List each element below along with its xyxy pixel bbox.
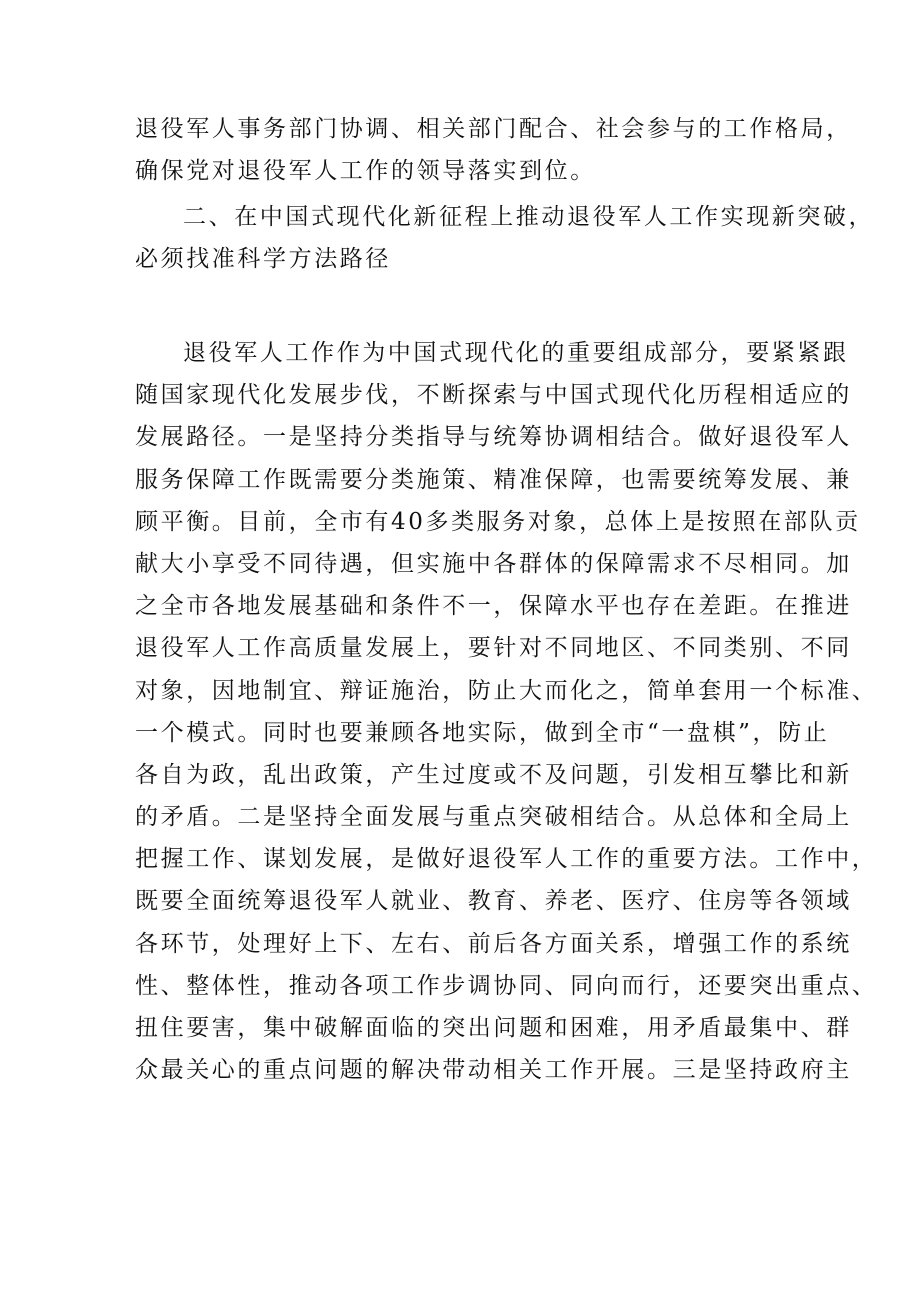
text-line: 献大小享受不同待遇，但实施中各群体的保障需求不尽相同。加 bbox=[135, 550, 852, 577]
text-line: 服务保障工作既需要分类施策、精准保障，也需要统筹发展、兼 bbox=[135, 466, 852, 493]
text-line: 退役军人工作高质量发展上，要针对不同地区、不同类别、不同 bbox=[135, 635, 852, 662]
text-line: 的矛盾。二是坚持全面发展与重点突破相结合。从总体和全局上 bbox=[135, 804, 852, 831]
section-heading bbox=[135, 196, 875, 280]
text-line: 既要全面统筹退役军人就业、教育、养老、医疗、住房等各领域 bbox=[135, 888, 852, 915]
text-line: 退役军人工作作为中国式现代化的重要组成部分，要紧紧跟 bbox=[183, 340, 849, 366]
paragraph-main bbox=[135, 332, 878, 1091]
text-line: 扭住要害，集中破解面临的突出问题和困难，用矛盾最集中、群 bbox=[135, 1015, 852, 1041]
heading-line: 二、在中国式现代化新征程上推动退役军人工作实现新突破， bbox=[183, 204, 875, 230]
text-line: 发展路径。一是坚持分类指导与统筹协调相结合。做好退役军人 bbox=[135, 424, 852, 451]
text-line: 各环节，处理好上下、左右、前后各方面关系，增强工作的系统 bbox=[135, 930, 852, 957]
text-line: 性、整体性，推动各项工作步调协同、同向而行，还要突出重点、 bbox=[135, 972, 878, 999]
text-line: 退役军人事务部门协调、相关部门配合、社会参与的工作格局， bbox=[135, 116, 852, 142]
text-line: 各自为政，乱出政策，产生过度或不及问题，引发相互攀比和新 bbox=[135, 761, 852, 788]
text-line: 一个模式。同时也要兼顾各地实际，做到全市“一盘棋”，防止 bbox=[135, 719, 830, 746]
text-line: 顾平衡。目前，全市有40多类服务对象，总体上是按照在部队贡 bbox=[135, 508, 861, 535]
text-line: 众最关心的重点问题的解决带动相关工作开展。三是坚持政府主 bbox=[135, 1057, 852, 1084]
paragraph-top bbox=[135, 108, 852, 192]
text-line: 随国家现代化发展步伐，不断探索与中国式现代化历程相适应的 bbox=[135, 382, 852, 409]
text-line: 把握工作、谋划发展，是做好退役军人工作的重要方法。工作中， bbox=[135, 846, 878, 873]
text-line: 对象，因地制宜、辩证施治，防止大而化之，简单套用一个标准、 bbox=[135, 677, 878, 704]
text-line: 确保党对退役军人工作的领导落实到位。 bbox=[135, 158, 596, 185]
text-line: 之全市各地发展基础和条件不一，保障水平也存在差距。在推进 bbox=[135, 593, 852, 620]
heading-line: 必须找准科学方法路径 bbox=[135, 246, 391, 273]
